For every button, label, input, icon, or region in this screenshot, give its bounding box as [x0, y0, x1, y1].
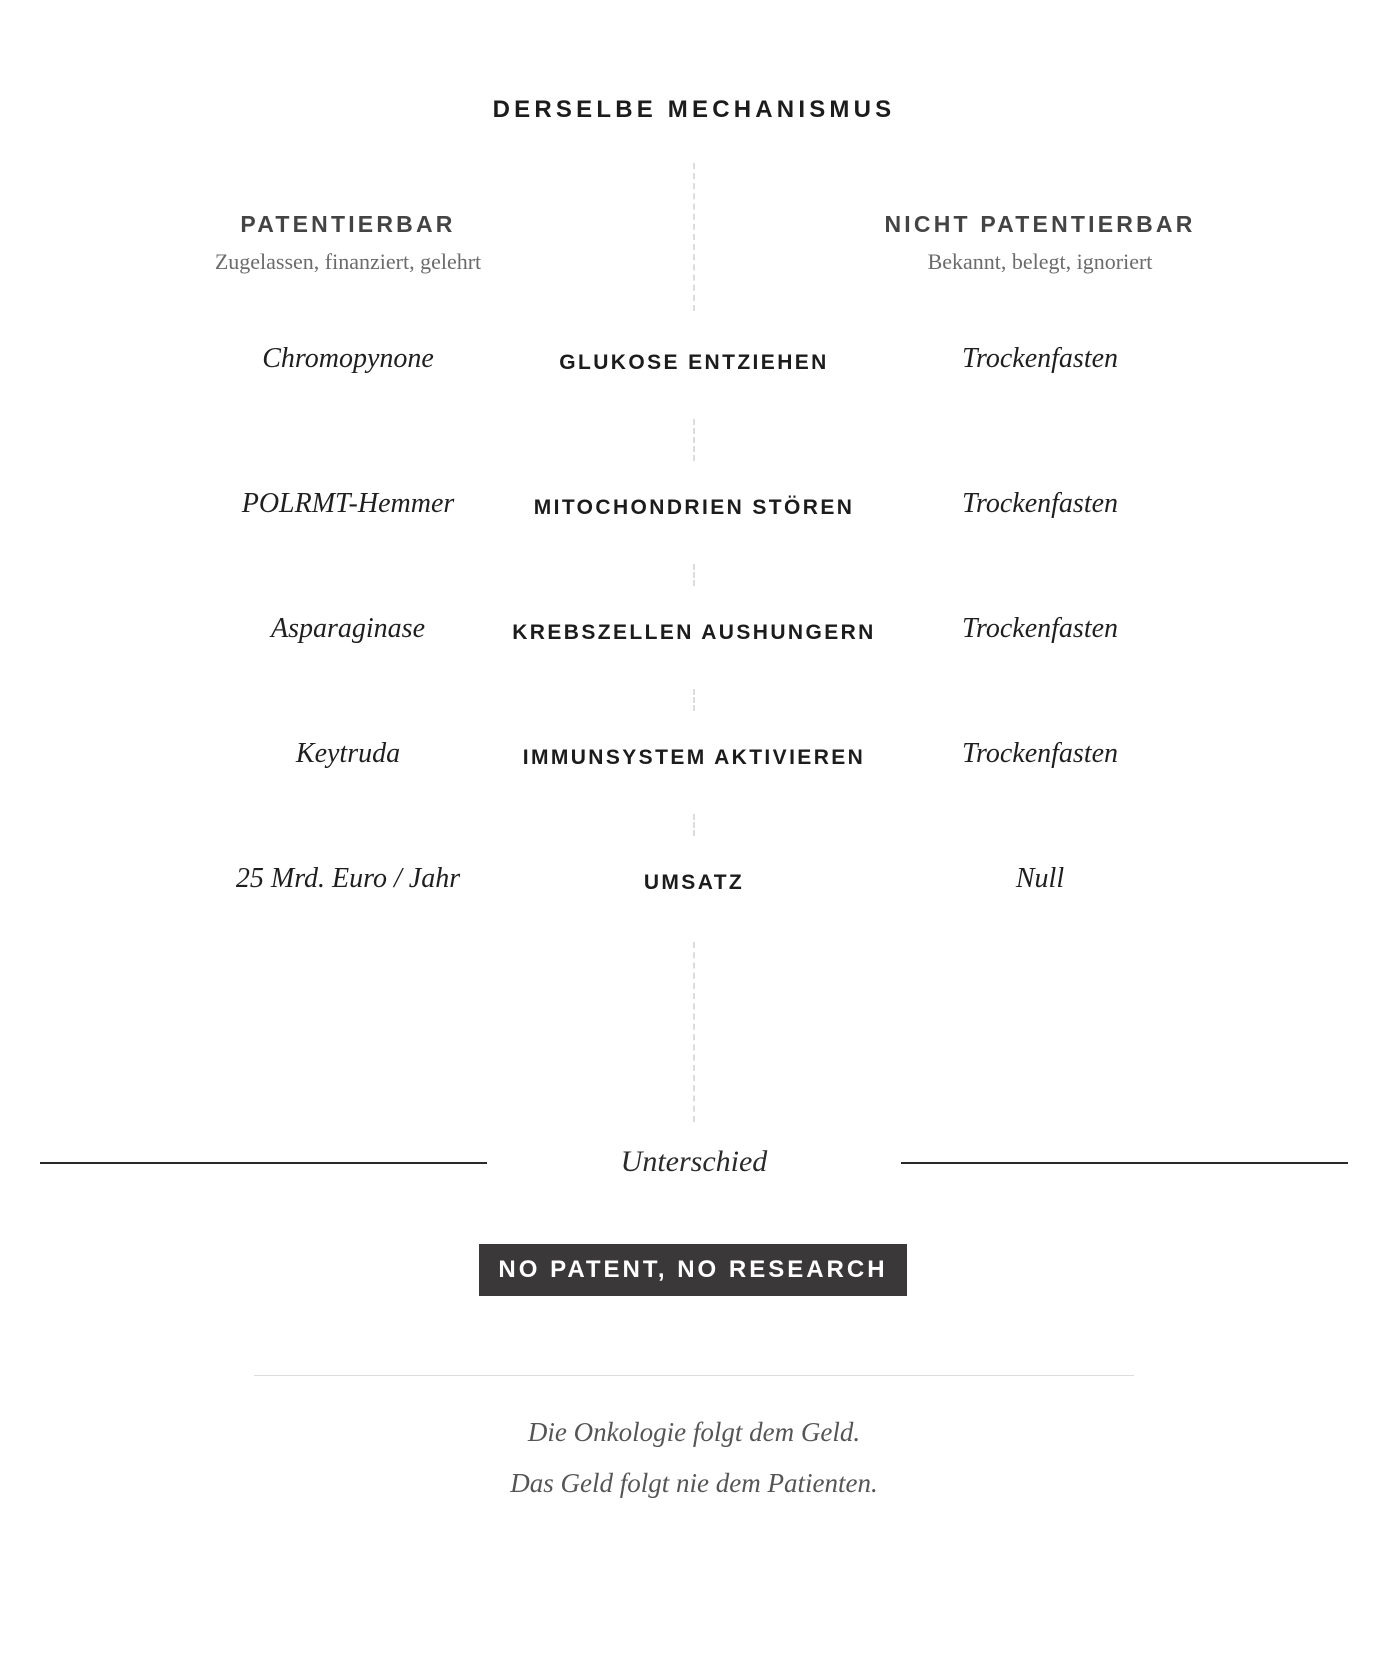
non-patentable-item: Trockenfasten — [961, 488, 1119, 519]
left-column-subtitle: Zugelassen, finanziert, gelehrt — [214, 249, 482, 274]
center-divider-segment — [693, 814, 695, 836]
non-patentable-item: Trockenfasten — [961, 343, 1119, 374]
left-column-heading: PATENTIERBAR — [240, 211, 456, 237]
patentable-item: 25 Mrd. Euro / Jahr — [235, 863, 461, 894]
patentable-item: Keytruda — [295, 738, 401, 769]
no-patent-badge — [479, 1244, 907, 1296]
mechanism-label: MITOCHONDRIEN STÖREN — [533, 496, 855, 519]
center-divider-top — [693, 163, 695, 311]
patentable-item: Chromopynone — [262, 343, 434, 374]
center-divider-segment — [693, 564, 695, 586]
center-divider-bottom — [693, 942, 695, 1122]
difference-label: Unterschied — [620, 1145, 768, 1178]
right-column-subtitle: Bekannt, belegt, ignoriert — [927, 249, 1153, 274]
right-column-heading: NICHT PATENTIERBAR — [884, 211, 1196, 237]
center-divider-segment — [693, 689, 695, 711]
closing-line-2: Das Geld folgt nie dem Patienten. — [510, 1468, 878, 1498]
patentable-item: POLRMT-Hemmer — [241, 488, 455, 519]
mechanism-label: IMMUNSYSTEM AKTIVIEREN — [522, 746, 866, 769]
comparison-row — [0, 343, 1388, 383]
closing-line-1: Die Onkologie folgt dem Geld. — [527, 1417, 861, 1447]
divider-rule — [254, 1375, 1134, 1376]
mechanism-label: KREBSZELLEN AUSHUNGERN — [512, 621, 876, 644]
comparison-row — [0, 863, 1388, 903]
mechanism-label: UMSATZ — [643, 871, 745, 894]
center-divider-segment — [693, 419, 695, 461]
comparison-row — [0, 488, 1388, 528]
mechanism-label: GLUKOSE ENTZIEHEN — [559, 351, 829, 374]
badge-text: NO PATENT, NO RESEARCH — [498, 1256, 888, 1283]
comparison-row — [0, 738, 1388, 778]
non-patentable-item: Trockenfasten — [961, 738, 1119, 769]
non-patentable-item: Null — [1015, 863, 1065, 894]
non-patentable-item: Trockenfasten — [961, 613, 1119, 644]
patentable-item: Asparaginase — [271, 613, 425, 644]
comparison-row — [0, 613, 1388, 653]
diagram-title: DERSELBE MECHANISMUS — [492, 96, 896, 123]
